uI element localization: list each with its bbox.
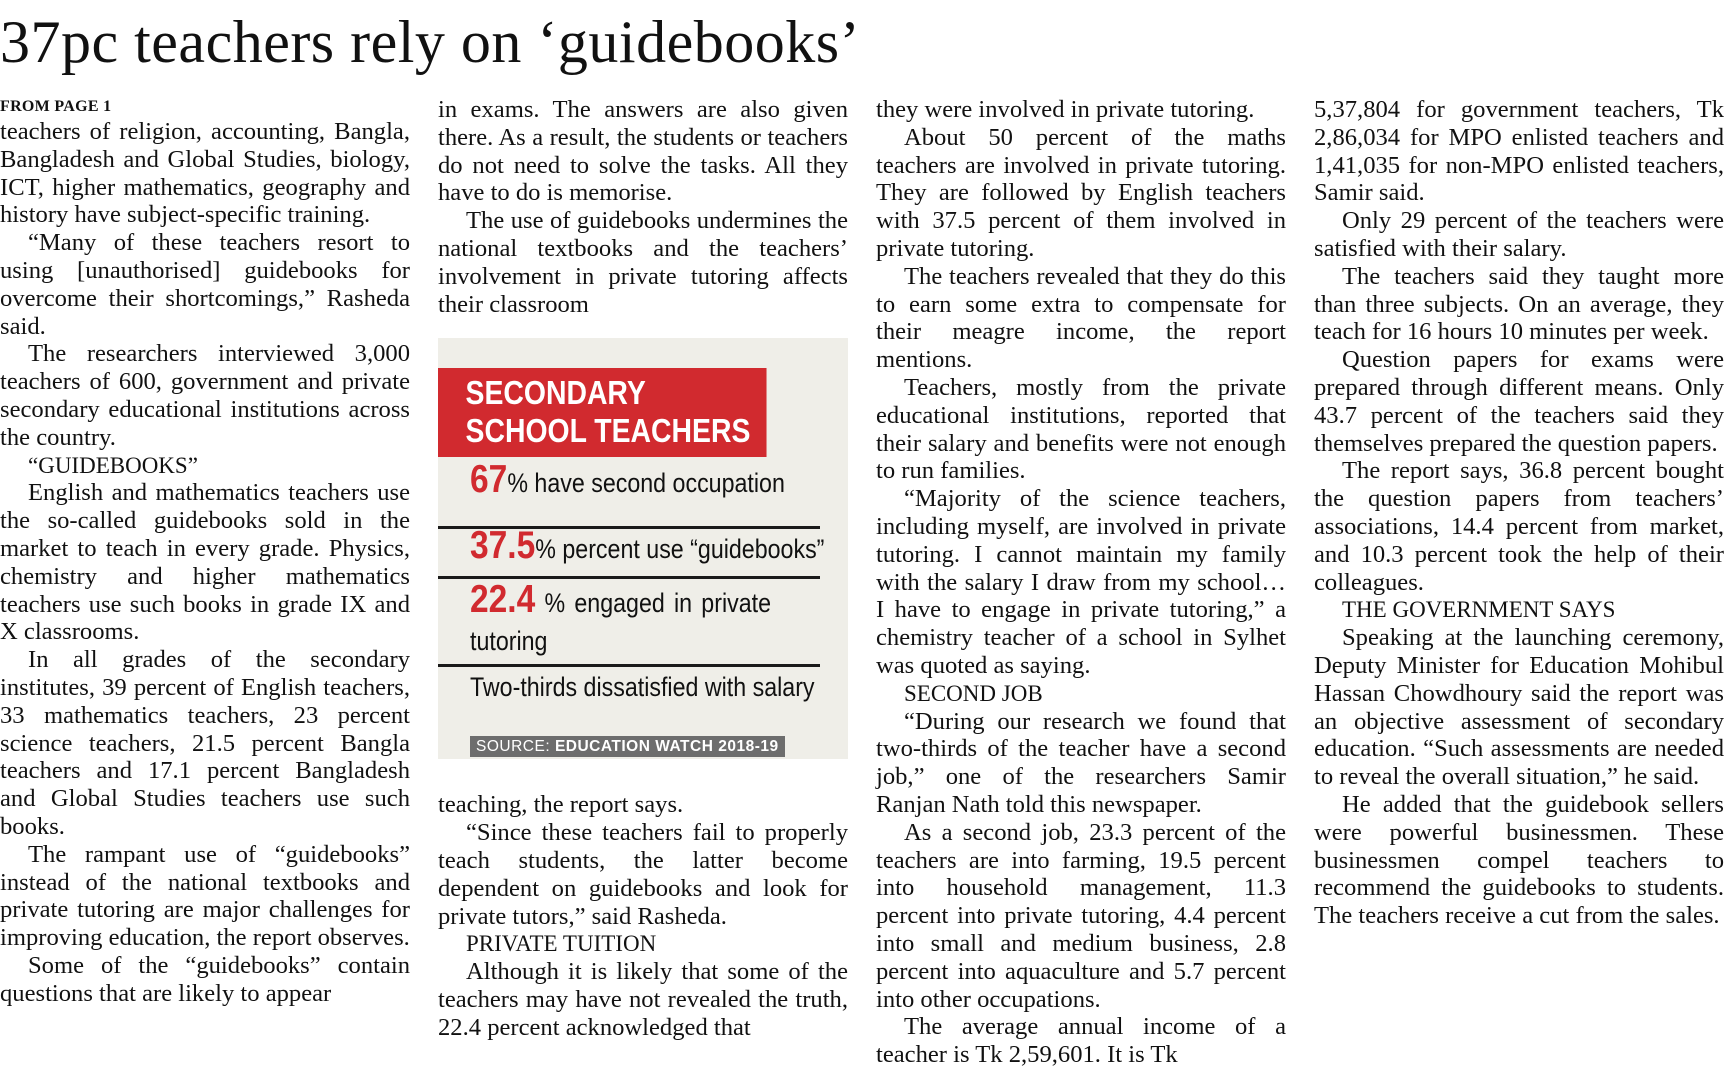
source-label: SOURCE: [476, 738, 551, 756]
infobox-title: SECONDARY SCHOOL TEACHERS [438, 368, 767, 457]
subheading: SECOND JOB [904, 680, 1043, 706]
infobox-stat [438, 674, 820, 703]
paragraph: Only 29 percent of the teachers were satisfied with their salary. [1314, 207, 1724, 262]
subheading: “GUIDEBOOKS” [28, 452, 198, 478]
infobox-secondary-school-teachers [438, 338, 848, 759]
continuation-kicker: FROM PAGE 1 [0, 98, 112, 115]
infobox-stat [438, 578, 820, 661]
subheading: PRIVATE TUITION [466, 931, 657, 957]
infobox-stat [438, 524, 825, 568]
source-credit [470, 736, 785, 757]
stat-number: 67 [470, 458, 508, 502]
paragraph: The report says, 36.8 percent bought the question papers from teachers’ associations, 14.4 percent from market, and 10.3 percent took the help of their colleagues. [1314, 457, 1724, 596]
paragraph: Some of the “guidebooks” contain questions that are likely to appear [0, 951, 410, 1007]
paragraph: He added that the guidebook sellers were powerful businessmen. These businessmen compel teachers to recommend the guidebooks to students. The teachers receive a cut from the sales. [1314, 790, 1724, 930]
paragraph: The use of guidebooks undermines the national textbooks and the teachers’ involvement in private tutoring affects their classroom [438, 207, 848, 318]
article-column-1 [0, 96, 410, 1008]
article-column-2 [438, 96, 848, 1042]
divider [438, 664, 820, 667]
paragraph: Although it is likely that some of the teachers may have not revealed the truth, 22.4 percent acknowledged that [438, 958, 848, 1041]
paragraph: The rampant use of “guidebooks” instead of the national textbooks and private tutoring are major challenges for improving education, the report observes. [0, 840, 410, 952]
paragraph: teachers of religion, accounting, Bangla, Bangladesh and Global Studies, biology, ICT, higher mathematics, geography and history have subject-specific training. [0, 118, 410, 229]
column-1-paragraphs [0, 118, 410, 1008]
paragraph: “Many of these teachers resort to using [unauthorised] guidebooks for overcome their shortcomings,” Rasheda said. [0, 229, 410, 340]
paragraph: The teachers said they taught more than three subjects. On an average, they teach for 16 hours 10 minutes per week. [1314, 262, 1724, 346]
paragraph: Teachers, mostly from the private educational institutions, reported that their salary and benefits were not enough to run families. [876, 373, 1286, 485]
paragraph: As a second job, 23.3 percent of the teachers are into farming, 19.5 percent into household management, 11.3 percent into private tutoring, 4.4 percent into small and medium business, 2.8 percent into aquaculture and 5.7 percent into other occupations. [876, 818, 1286, 1013]
paragraph: teaching, the report says. [438, 791, 684, 819]
article-column-4 [1314, 96, 1724, 930]
paragraph: English and mathematics teachers use the so-called guidebooks sold in the market to teach in every grade. Physics, chemistry and higher mathematics teachers use such books in grade IX and X classrooms. [0, 479, 410, 646]
stat-text: % have second occupation [507, 468, 785, 499]
paragraph: they were involved in private tutoring. [876, 96, 1255, 123]
paragraph: “Majority of the science teachers, including myself, are involved in private tutoring. I cannot maintain my family with the salary I draw from my school… I have to engage in private tutoring,” a chemistry teacher of a school in Sylhet was quoted as saying. [876, 485, 1286, 679]
column-3-paragraphs [876, 96, 1286, 1069]
headline: 37pc teachers rely on ‘guidebooks’ [0, 9, 861, 75]
infobox-stat [438, 458, 820, 502]
paragraph: The average annual income of a teacher is Tk 2,59,601. It is Tk [876, 1013, 1286, 1069]
paragraph: The teachers revealed that they do this to earn some extra to compensate for their meagre income, the report mentions. [876, 262, 1286, 374]
article-column-3 [876, 96, 1286, 1069]
column-4-paragraphs [1314, 96, 1724, 930]
stat-number: 37.5 [470, 524, 536, 568]
paragraph: Question papers for exams were prepared through different means. Only 43.7 percent of the teachers said they themselves prepared the question papers. [1314, 346, 1724, 457]
stat-text: Two-thirds dissatisfied with salary [470, 672, 815, 703]
paragraph: “Since these teachers fail to properly teach students, the latter become dependent on guidebooks and look for private tutors,” said Rasheda. [438, 819, 848, 930]
column-2-bottom-paragraphs [438, 791, 848, 1041]
subheading: THE GOVERNMENT SAYS [1342, 597, 1616, 623]
column-2-top-paragraphs [438, 96, 848, 318]
paragraph: In all grades of the secondary institutes, 39 percent of English teachers, 33 mathematics teachers, 23 percent science teachers, 21.5 percent Bangla teachers and 17.1 percent Bangladesh and Global Studies teachers use such books. [0, 646, 410, 840]
paragraph: 5,37,804 for government teachers, Tk 2,86,034 for MPO enlisted teachers and 1,41,035 for non-MPO enlisted teachers, Samir said. [1314, 96, 1724, 207]
source-name: EDUCATION WATCH 2018-19 [554, 738, 779, 756]
paragraph: About 50 percent of the maths teachers are involved in private tutoring. They are followed by English teachers with 37.5 percent of them involved in private tutoring. [876, 123, 1286, 262]
stat-number: 22.4 [470, 578, 536, 622]
stat-text: % engaged in private tutoring [470, 588, 771, 657]
paragraph: Speaking at the launching ceremony, Deputy Minister for Education Mohibul Hassan Chowdhoury said the report was an objective assessment of secondary education. “Such assessments are needed to reveal the overall situation,” he said. [1314, 624, 1724, 791]
stat-text: % percent use “guidebooks” [535, 534, 825, 565]
paragraph: “During our research we found that two-thirds of the teacher have a second job,” one of the researchers Samir Ranjan Nath told this newspaper. [876, 707, 1286, 818]
paragraph: in exams. The answers are also given there. As a result, the students or teachers do not need to solve the tasks. All they have to do is memorise. [438, 96, 848, 207]
paragraph: The researchers interviewed 3,000 teachers of 600, government and private secondary educational institutions across the country. [0, 340, 410, 451]
